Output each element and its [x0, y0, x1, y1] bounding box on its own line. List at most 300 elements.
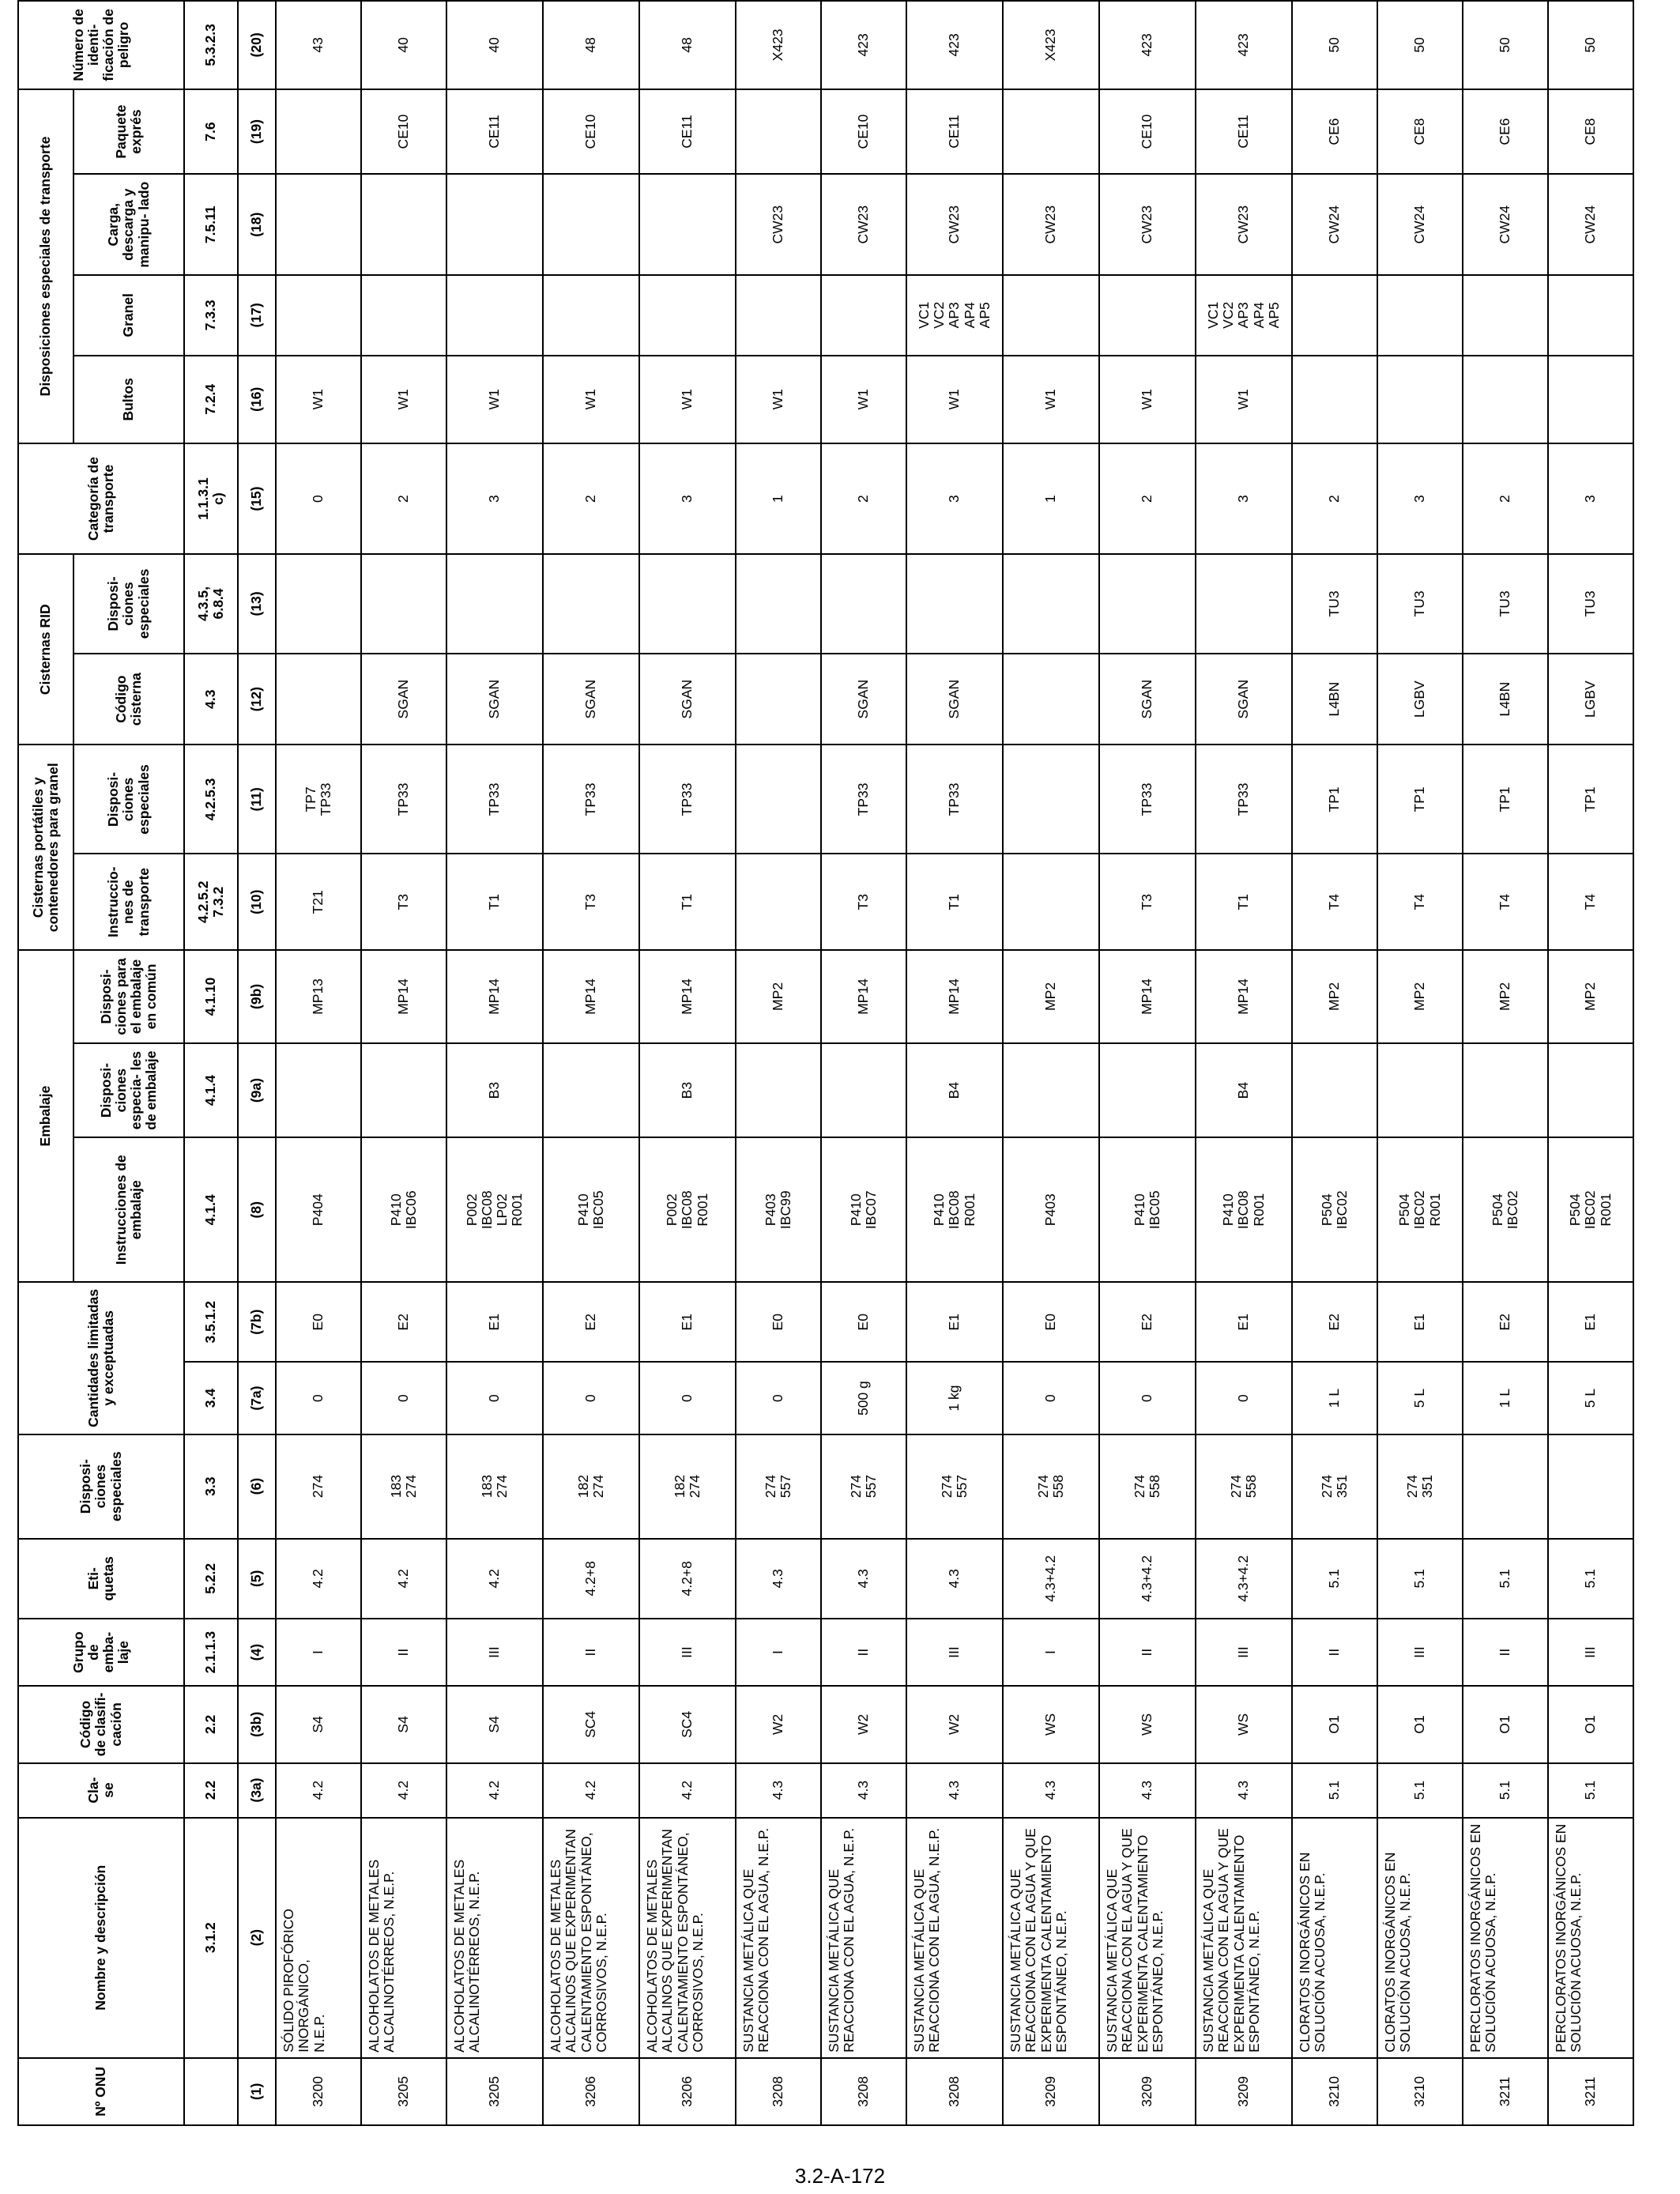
cell-classification-code: WS [1196, 1686, 1292, 1762]
column-number-row [238, 1, 276, 2125]
ref-special-provisions: 3.3 [184, 1434, 238, 1539]
cell-un-no: 3208 [821, 2058, 906, 2125]
cell-tank-special: TP1 [1463, 745, 1548, 854]
cell-tank-instructions: T1 [906, 854, 1003, 950]
cell-special-provisions: 274 557 [906, 1434, 1003, 1539]
cell-hazard-id: 48 [543, 1, 639, 89]
table-row [1377, 1, 1463, 2125]
table-row [276, 1, 361, 2125]
cell-packages: W1 [821, 356, 906, 444]
cell-transport-category: 3 [1548, 443, 1633, 554]
cell-loading: CW23 [821, 174, 906, 275]
cell-express: CE10 [821, 89, 906, 175]
cell-express: CE10 [1099, 89, 1196, 175]
cell-packages: W1 [736, 356, 821, 444]
cell-packing-instructions: P410 IBC05 [543, 1137, 639, 1282]
cell-transport-category: 3 [446, 443, 543, 554]
cell-special-packing [736, 1043, 821, 1138]
cell-labels: 4.2+8 [639, 1539, 736, 1619]
cell-rid-special [821, 554, 906, 654]
cell-packing-group: III [639, 1619, 736, 1686]
colnum-tank-special: (11) [238, 745, 276, 854]
cell-tank-special [1003, 745, 1099, 854]
cell-loading [361, 174, 446, 275]
cell-excepted-qty: E0 [1003, 1282, 1099, 1362]
cell-special-packing [543, 1043, 639, 1138]
cell-transport-category: 3 [639, 443, 736, 554]
cell-labels: 4.3 [821, 1539, 906, 1619]
reference-row [184, 1, 238, 2125]
cell-tank-instructions [1003, 854, 1099, 950]
table-row [639, 1, 736, 2125]
cell-transport-category: 2 [361, 443, 446, 554]
cell-classification-code: O1 [1463, 1686, 1548, 1762]
cell-special-packing: B3 [446, 1043, 543, 1138]
cell-classification-code: WS [1099, 1686, 1196, 1762]
ref-bulk: 7.3.3 [184, 275, 238, 355]
cell-limited-qty: 0 [543, 1362, 639, 1434]
cell-tank-code: SGAN [446, 654, 543, 745]
cell-class: 4.2 [446, 1763, 543, 1818]
cell-excepted-qty: E2 [1292, 1282, 1377, 1362]
cell-mixed-packing: MP2 [1003, 950, 1099, 1043]
header-name: Nombre y descripción [18, 1818, 184, 2058]
cell-classification-code: S4 [361, 1686, 446, 1762]
cell-un-no: 3206 [639, 2058, 736, 2125]
ref-rid-special: 4.3.5, 6.8.4 [184, 554, 238, 654]
cell-un-no: 3200 [276, 2058, 361, 2125]
page-number: 3.2-A-172 [794, 2164, 886, 2188]
cell-special-provisions: 274 [276, 1434, 361, 1539]
cell-name: PERCLORATOS INORGÁNICOS EN SOLUCIÓN ACUOSA, N.E.P. [1463, 1818, 1548, 2058]
table-body [276, 1, 1633, 2125]
cell-packing-instructions: P002 IBC08 LP02 R001 [446, 1137, 543, 1282]
cell-rid-special [736, 554, 821, 654]
cell-loading: CW24 [1377, 174, 1463, 275]
cell-name: ALCOHOLATOS DE METALES ALCALINOS QUE EXPERIMENTAN CALENTAMIENTO ESPONTÁNEO, CORROSIVOS, N.E.P. [543, 1818, 639, 2058]
cell-special-packing [1548, 1043, 1633, 1138]
cell-name: SUSTANCIA METÁLICA QUE REACCIONA CON EL AGUA, N.E.P. [906, 1818, 1003, 2058]
cell-classification-code: W2 [906, 1686, 1003, 1762]
cell-name: PERCLORATOS INORGÁNICOS EN SOLUCIÓN ACUOSA, N.E.P. [1548, 1818, 1633, 2058]
cell-hazard-id: 423 [1196, 1, 1292, 89]
colnum-un-no: (1) [238, 2058, 276, 2125]
cell-special-provisions [1548, 1434, 1633, 1539]
cell-class: 4.3 [821, 1763, 906, 1818]
cell-special-provisions: 182 274 [639, 1434, 736, 1539]
ref-tank-special: 4.2.5.3 [184, 745, 238, 854]
cell-loading [276, 174, 361, 275]
ref-special-packing: 4.1.4 [184, 1043, 238, 1138]
cell-packing-instructions: P404 [276, 1137, 361, 1282]
cell-limited-qty: 0 [361, 1362, 446, 1434]
cell-packing-instructions: P403 [1003, 1137, 1099, 1282]
table-row [446, 1, 543, 2125]
colnum-name: (2) [238, 1818, 276, 2058]
ref-express: 7.6 [184, 89, 238, 175]
cell-packages: W1 [276, 356, 361, 444]
cell-hazard-id: 40 [446, 1, 543, 89]
cell-limited-qty: 0 [1196, 1362, 1292, 1434]
cell-express: CE10 [361, 89, 446, 175]
cell-excepted-qty: E2 [361, 1282, 446, 1362]
cell-packing-group: II [1463, 1619, 1548, 1686]
cell-packages: W1 [1099, 356, 1196, 444]
cell-name: SÓLIDO PIROFÓRICO INORGÁNICO, N.E.P. [276, 1818, 361, 2058]
cell-name: SUSTANCIA METÁLICA QUE REACCIONA CON EL AGUA, N.E.P. [736, 1818, 821, 2058]
cell-packing-instructions: P410 IBC05 [1099, 1137, 1196, 1282]
cell-name: CLORATOS INORGÁNICOS EN SOLUCIÓN ACUOSA, N.E.P. [1377, 1818, 1463, 2058]
cell-tank-special: TP33 [361, 745, 446, 854]
cell-class: 4.3 [906, 1763, 1003, 1818]
header-special-provisions: Disposi- ciones especiales [18, 1434, 184, 1539]
cell-packing-instructions: P002 IBC08 R001 [639, 1137, 736, 1282]
cell-rid-special [1099, 554, 1196, 654]
cell-rid-special [1003, 554, 1099, 654]
cell-transport-category: 0 [276, 443, 361, 554]
cell-express: CE11 [639, 89, 736, 175]
cell-tank-special: TP33 [906, 745, 1003, 854]
cell-tank-code: SGAN [1196, 654, 1292, 745]
header-tank-special: Disposi- ciones especiales [73, 745, 184, 854]
header-mixed-packing: Disposi- ciones para el embalaje en común [73, 950, 184, 1043]
cell-limited-qty: 0 [639, 1362, 736, 1434]
cell-special-provisions: 183 274 [361, 1434, 446, 1539]
cell-hazard-id: 50 [1548, 1, 1633, 89]
cell-packages: W1 [906, 356, 1003, 444]
cell-packing-group: II [1099, 1619, 1196, 1686]
cell-tank-code: SGAN [361, 654, 446, 745]
cell-mixed-packing: MP2 [1292, 950, 1377, 1043]
cell-bulk [1377, 275, 1463, 355]
cell-tank-special [736, 745, 821, 854]
cell-name: ALCOHOLATOS DE METALES ALCALINOTÉRREOS, N.E.P. [361, 1818, 446, 2058]
cell-special-packing: B4 [1196, 1043, 1292, 1138]
cell-express: CE11 [1196, 89, 1292, 175]
cell-rid-special: TU3 [1463, 554, 1548, 654]
cell-tank-instructions: T3 [1099, 854, 1196, 950]
cell-packing-group: III [1548, 1619, 1633, 1686]
header-rid-special: Disposi- ciones especiales [73, 554, 184, 654]
cell-mixed-packing: MP14 [906, 950, 1003, 1043]
cell-bulk [1548, 275, 1633, 355]
cell-special-provisions: 274 351 [1377, 1434, 1463, 1539]
cell-un-no: 3206 [543, 2058, 639, 2125]
cell-mixed-packing: MP14 [446, 950, 543, 1043]
header-classification-code: Código de clasifi- cación [18, 1686, 184, 1762]
cell-classification-code: S4 [446, 1686, 543, 1762]
cell-tank-special: TP1 [1548, 745, 1633, 854]
cell-hazard-id: 48 [639, 1, 736, 89]
cell-excepted-qty: E1 [446, 1282, 543, 1362]
cell-loading: CW23 [906, 174, 1003, 275]
cell-classification-code: S4 [276, 1686, 361, 1762]
cell-packages: W1 [543, 356, 639, 444]
cell-class: 4.2 [361, 1763, 446, 1818]
dangerous-goods-table [17, 0, 1634, 2126]
cell-limited-qty: 0 [446, 1362, 543, 1434]
cell-un-no: 3209 [1196, 2058, 1292, 2125]
cell-limited-qty: 1 kg [906, 1362, 1003, 1434]
ref-class: 2.2 [184, 1763, 238, 1818]
cell-name: SUSTANCIA METÁLICA QUE REACCIONA CON EL AGUA Y QUE EXPERIMENTA CALENTAMIENTO ESPONTÁNEO, N.E.P. [1003, 1818, 1099, 2058]
cell-loading [639, 174, 736, 275]
cell-labels: 4.3 [736, 1539, 821, 1619]
colnum-packing-group: (4) [238, 1619, 276, 1686]
cell-name: SUSTANCIA METÁLICA QUE REACCIONA CON EL AGUA, N.E.P. [821, 1818, 906, 2058]
table-row [736, 1, 821, 2125]
ref-mixed-packing: 4.1.10 [184, 950, 238, 1043]
cell-rid-special [639, 554, 736, 654]
cell-special-packing: B4 [906, 1043, 1003, 1138]
cell-packages: W1 [446, 356, 543, 444]
cell-labels: 4.2 [446, 1539, 543, 1619]
header-limited-quantities: Cantidades limitadas y exceptuadas [18, 1282, 184, 1434]
cell-tank-code: L4BN [1463, 654, 1548, 745]
cell-mixed-packing: MP2 [1463, 950, 1548, 1043]
colnum-class: (3a) [238, 1763, 276, 1818]
cell-packages: W1 [1196, 356, 1292, 444]
cell-class: 4.3 [736, 1763, 821, 1818]
cell-rid-special [543, 554, 639, 654]
cell-un-no: 3210 [1377, 2058, 1463, 2125]
cell-tank-instructions: T1 [446, 854, 543, 950]
cell-transport-category: 3 [1377, 443, 1463, 554]
ref-loading: 7.5.11 [184, 174, 238, 275]
cell-special-packing [1292, 1043, 1377, 1138]
ref-transport-category: 1.1.3.1 c) [184, 443, 238, 554]
cell-special-packing [1003, 1043, 1099, 1138]
colnum-bulk: (17) [238, 275, 276, 355]
header-row-top [18, 1, 73, 2125]
cell-rid-special [361, 554, 446, 654]
cell-labels: 5.1 [1377, 1539, 1463, 1619]
cell-bulk [639, 275, 736, 355]
cell-special-provisions: 274 557 [736, 1434, 821, 1539]
header-packages: Bultos [73, 356, 184, 444]
ref-un-no [184, 2058, 238, 2125]
cell-loading [446, 174, 543, 275]
cell-bulk [446, 275, 543, 355]
cell-excepted-qty: E2 [1099, 1282, 1196, 1362]
cell-packing-group: I [276, 1619, 361, 1686]
cell-packages: W1 [361, 356, 446, 444]
cell-rid-special [1196, 554, 1292, 654]
cell-tank-special: TP33 [446, 745, 543, 854]
cell-excepted-qty: E1 [906, 1282, 1003, 1362]
colnum-mixed-packing: (9b) [238, 950, 276, 1043]
ref-tank-instructions: 4.2.5.2 7.3.2 [184, 854, 238, 950]
cell-class: 4.3 [1003, 1763, 1099, 1818]
cell-transport-category: 2 [821, 443, 906, 554]
cell-class: 5.1 [1377, 1763, 1463, 1818]
cell-transport-category: 2 [543, 443, 639, 554]
table-row [1196, 1, 1292, 2125]
cell-limited-qty: 5 L [1548, 1362, 1633, 1434]
cell-special-provisions: 182 274 [543, 1434, 639, 1539]
cell-limited-qty: 5 L [1377, 1362, 1463, 1434]
cell-un-no: 3205 [361, 2058, 446, 2125]
colnum-transport-category: (15) [238, 443, 276, 554]
cell-name: ALCOHOLATOS DE METALES ALCALINOS QUE EXPERIMENTAN CALENTAMIENTO ESPONTÁNEO, CORROSIVOS, N.E.P. [639, 1818, 736, 2058]
ref-tank-code: 4.3 [184, 654, 238, 745]
cell-labels: 5.1 [1463, 1539, 1548, 1619]
header-class: Cla- se [18, 1763, 184, 1818]
cell-labels: 5.1 [1292, 1539, 1377, 1619]
cell-mixed-packing: MP14 [543, 950, 639, 1043]
cell-name: ALCOHOLATOS DE METALES ALCALINOTÉRREOS, N.E.P. [446, 1818, 543, 2058]
header-transport-category: Categoría de transporte [18, 443, 184, 554]
header-special-transport: Disposiciones especiales de transporte [18, 89, 73, 443]
cell-classification-code: O1 [1377, 1686, 1463, 1762]
ref-limited-qty: 3.4 [184, 1362, 238, 1434]
cell-tank-instructions: T4 [1292, 854, 1377, 950]
cell-hazard-id: 423 [821, 1, 906, 89]
table-row [906, 1, 1003, 2125]
cell-tank-special: TP1 [1292, 745, 1377, 854]
cell-limited-qty: 0 [1003, 1362, 1099, 1434]
cell-excepted-qty: E0 [276, 1282, 361, 1362]
ref-packing-instructions: 4.1.4 [184, 1137, 238, 1282]
cell-hazard-id: 50 [1377, 1, 1463, 89]
cell-un-no: 3211 [1463, 2058, 1548, 2125]
cell-transport-category: 3 [1196, 443, 1292, 554]
header-packing-instructions: Instrucciones de embalaje [73, 1137, 184, 1282]
cell-special-packing [276, 1043, 361, 1138]
cell-special-packing [1377, 1043, 1463, 1138]
cell-special-packing [361, 1043, 446, 1138]
cell-tank-code: LGBV [1548, 654, 1633, 745]
cell-tank-code [736, 654, 821, 745]
table-row [1548, 1, 1633, 2125]
cell-loading: CW23 [1196, 174, 1292, 275]
cell-packing-group: III [906, 1619, 1003, 1686]
cell-express: CE8 [1377, 89, 1463, 175]
header-packaging: Embalaje [18, 950, 73, 1282]
cell-un-no: 3210 [1292, 2058, 1377, 2125]
cell-un-no: 3211 [1548, 2058, 1633, 2125]
cell-packages [1292, 356, 1377, 444]
cell-packing-group: I [1003, 1619, 1099, 1686]
cell-tank-instructions: T3 [361, 854, 446, 950]
cell-limited-qty: 0 [276, 1362, 361, 1434]
header-portable-tanks: Cisternas portátiles y contenedores para granel [18, 745, 73, 950]
cell-tank-special: TP33 [543, 745, 639, 854]
cell-limited-qty: 0 [1099, 1362, 1196, 1434]
cell-loading: CW23 [736, 174, 821, 275]
colnum-hazard-id: (20) [238, 1, 276, 89]
header-tank-code: Código cisterna [73, 654, 184, 745]
cell-bulk [1463, 275, 1548, 355]
cell-tank-special: TP33 [1099, 745, 1196, 854]
cell-special-provisions [1463, 1434, 1548, 1539]
cell-hazard-id: 423 [906, 1, 1003, 89]
colnum-limited-qty: (7a) [238, 1362, 276, 1434]
cell-loading: CW24 [1292, 174, 1377, 275]
cell-packages [1548, 356, 1633, 444]
cell-bulk: VC1 VC2 AP3 AP4 AP5 [906, 275, 1003, 355]
colnum-labels: (5) [238, 1539, 276, 1619]
cell-packing-group: II [543, 1619, 639, 1686]
cell-rid-special [906, 554, 1003, 654]
cell-packages: W1 [639, 356, 736, 444]
cell-un-no: 3209 [1003, 2058, 1099, 2125]
cell-name: CLORATOS INORGÁNICOS EN SOLUCIÓN ACUOSA, N.E.P. [1292, 1818, 1377, 2058]
cell-classification-code: O1 [1548, 1686, 1633, 1762]
table-row [1099, 1, 1196, 2125]
cell-tank-special: TP33 [639, 745, 736, 854]
cell-packages [1377, 356, 1463, 444]
cell-express: CE6 [1463, 89, 1548, 175]
cell-express [736, 89, 821, 175]
cell-special-provisions: 274 558 [1003, 1434, 1099, 1539]
cell-special-provisions: 274 351 [1292, 1434, 1377, 1539]
cell-hazard-id: 43 [276, 1, 361, 89]
cell-special-provisions: 274 557 [821, 1434, 906, 1539]
cell-express: CE8 [1548, 89, 1633, 175]
header-labels: Eti- quetas [18, 1539, 184, 1619]
cell-mixed-packing: MP14 [361, 950, 446, 1043]
cell-class: 4.2 [543, 1763, 639, 1818]
rotated-table-container [17, 0, 1614, 2126]
cell-tank-code: SGAN [821, 654, 906, 745]
cell-special-provisions: 274 558 [1099, 1434, 1196, 1539]
cell-packing-instructions: P504 IBC02 R001 [1548, 1137, 1633, 1282]
cell-class: 5.1 [1292, 1763, 1377, 1818]
cell-tank-instructions: T3 [543, 854, 639, 950]
cell-tank-instructions: T3 [821, 854, 906, 950]
cell-rid-special: TU3 [1548, 554, 1633, 654]
cell-excepted-qty: E1 [1377, 1282, 1463, 1362]
cell-excepted-qty: E1 [639, 1282, 736, 1362]
cell-rid-special: TU3 [1292, 554, 1377, 654]
cell-packing-instructions: P403 IBC99 [736, 1137, 821, 1282]
cell-packing-group: III [1196, 1619, 1292, 1686]
cell-express: CE10 [543, 89, 639, 175]
cell-packing-instructions: P410 IBC08 R001 [906, 1137, 1003, 1282]
cell-transport-category: 3 [906, 443, 1003, 554]
cell-special-packing: B3 [639, 1043, 736, 1138]
cell-labels: 4.3+4.2 [1099, 1539, 1196, 1619]
cell-labels: 4.2 [361, 1539, 446, 1619]
cell-labels: 4.3+4.2 [1003, 1539, 1099, 1619]
ref-classification-code: 2.2 [184, 1686, 238, 1762]
cell-labels: 4.3+4.2 [1196, 1539, 1292, 1619]
cell-packing-group: II [1292, 1619, 1377, 1686]
header-packing-group: Grupo de emba- laje [18, 1619, 184, 1686]
cell-loading: CW24 [1463, 174, 1548, 275]
header-tank-instructions: Instruccio- nes de transporte [73, 854, 184, 950]
cell-hazard-id: 50 [1292, 1, 1377, 89]
cell-tank-special: TP1 [1377, 745, 1463, 854]
cell-tank-code: LGBV [1377, 654, 1463, 745]
cell-tank-code: L4BN [1292, 654, 1377, 745]
cell-packing-group: III [446, 1619, 543, 1686]
cell-tank-instructions: T4 [1548, 854, 1633, 950]
cell-class: 4.2 [639, 1763, 736, 1818]
cell-express [1003, 89, 1099, 175]
cell-packing-instructions: P410 IBC06 [361, 1137, 446, 1282]
header-rid-tanks: Cisternas RID [18, 554, 73, 745]
colnum-special-provisions: (6) [238, 1434, 276, 1539]
cell-un-no: 3209 [1099, 2058, 1196, 2125]
cell-special-packing [821, 1043, 906, 1138]
cell-tank-instructions: T21 [276, 854, 361, 950]
cell-tank-instructions: T4 [1463, 854, 1548, 950]
cell-loading: CW23 [1099, 174, 1196, 275]
cell-bulk [821, 275, 906, 355]
cell-class: 5.1 [1463, 1763, 1548, 1818]
